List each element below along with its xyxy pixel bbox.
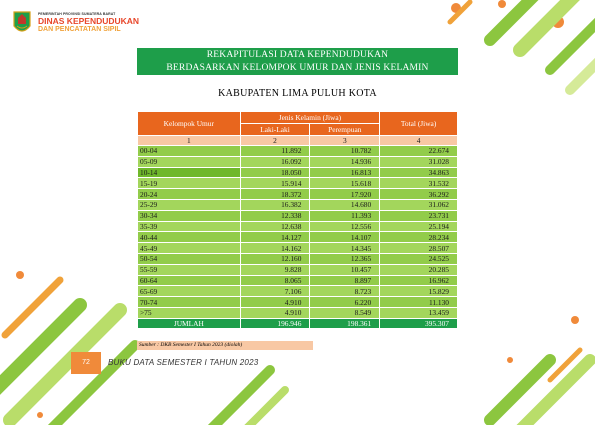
total-female: 198.361 [310,318,380,328]
male-cell: 11.892 [240,146,310,157]
header-age-group: Kelompok Umur [138,112,241,136]
table-row [138,146,458,157]
total-cell: 15.829 [380,286,458,297]
female-cell: 11.393 [310,210,380,221]
source-note: Sumber : DKB Semester I Tahun 2023 (diolah) [137,341,313,350]
total-cell: 23.731 [380,210,458,221]
male-cell: 14.127 [240,232,310,243]
age-cell: 25-29 [138,199,241,210]
table-row [138,199,458,210]
brand-line-3: DAN PENCATATAN SIPIL [38,26,121,33]
column-index: 3 [310,136,380,146]
female-cell: 14.680 [310,199,380,210]
female-cell: 14.107 [310,232,380,243]
agency-brand [38,12,139,34]
male-cell: 4.910 [240,297,310,308]
female-cell: 12.365 [310,253,380,264]
total-cell: 22.674 [380,146,458,157]
table-row [138,275,458,286]
female-cell: 15.618 [310,178,380,189]
table-row [138,243,458,254]
age-cell: 50-54 [138,253,241,264]
age-cell: 05-09 [138,156,241,167]
decorative-shapes-bottom-center [200,360,290,425]
table-row [138,286,458,297]
male-cell: 16.382 [240,199,310,210]
total-cell: 16.962 [380,275,458,286]
age-cell: 55-59 [138,264,241,275]
male-cell: 12.638 [240,221,310,232]
female-cell: 8.549 [310,307,380,318]
male-cell: 14.162 [240,243,310,254]
table-row [138,232,458,243]
total-cell: 31.028 [380,156,458,167]
header-male: Laki-Laki [240,124,310,136]
total-cell: 28.234 [380,232,458,243]
total-cell: 31.532 [380,178,458,189]
table-row [138,253,458,264]
male-cell: 15.914 [240,178,310,189]
female-cell: 17.920 [310,189,380,200]
age-cell: 45-49 [138,243,241,254]
header-female: Perempuan [310,124,380,136]
total-cell: 36.292 [380,189,458,200]
total-cell: 34.863 [380,167,458,178]
total-cell: 24.525 [380,253,458,264]
header-total: Total (Jiwa) [380,112,458,136]
report-title [137,48,458,75]
age-cell: 60-64 [138,275,241,286]
age-cell: >75 [138,307,241,318]
female-cell: 10.457 [310,264,380,275]
table-row [138,156,458,167]
population-table [137,111,458,329]
government-emblem-icon [12,10,32,36]
female-cell: 12.556 [310,221,380,232]
total-cell: 20.285 [380,264,458,275]
column-index: 2 [240,136,310,146]
male-cell: 4.910 [240,307,310,318]
region-subtitle: KABUPATEN LIMA PULUH KOTA [218,88,377,99]
report-title-line-1: REKAPITULASI DATA KEPENDUDUKAN [206,50,389,60]
total-row [138,318,458,328]
column-index-row [138,136,458,146]
total-cell: 28.507 [380,243,458,254]
male-cell: 18.050 [240,167,310,178]
table-row [138,264,458,275]
footer-title: BUKU DATA SEMESTER I TAHUN 2023 [108,358,259,367]
table-row [138,178,458,189]
male-cell: 16.092 [240,156,310,167]
table-row [138,210,458,221]
male-cell: 18.372 [240,189,310,200]
age-cell: 70-74 [138,297,241,308]
age-cell: 15-19 [138,178,241,189]
total-cell: 25.194 [380,221,458,232]
table-row [138,189,458,200]
header-sex: Jenis Kelamin (Jiwa) [240,112,380,124]
male-cell: 12.338 [240,210,310,221]
age-cell: 35-39 [138,221,241,232]
male-cell: 9.828 [240,264,310,275]
total-cell: 31.062 [380,199,458,210]
table-row [138,167,458,178]
decorative-shapes-bottom-left [0,245,140,425]
table-row [138,297,458,308]
female-cell: 14.936 [310,156,380,167]
female-cell: 16.813 [310,167,380,178]
female-cell: 6.220 [310,297,380,308]
total-cell: 13.459 [380,307,458,318]
age-cell: 65-69 [138,286,241,297]
age-cell: 20-24 [138,189,241,200]
table-row [138,221,458,232]
total-male: 196.946 [240,318,310,328]
brand-line-1: PEMERINTAH PROVINSI SUMATERA BARAT [38,12,116,16]
female-cell: 14.345 [310,243,380,254]
age-cell: 30-34 [138,210,241,221]
male-cell: 8.065 [240,275,310,286]
page-number: 72 [71,352,101,374]
female-cell: 8.897 [310,275,380,286]
decorative-shapes-bottom-right [480,300,595,425]
age-cell: 00-04 [138,146,241,157]
table-row [138,307,458,318]
column-index: 1 [138,136,241,146]
total-label: JUMLAH [138,318,241,328]
age-cell: 10-14 [138,167,241,178]
female-cell: 10.782 [310,146,380,157]
female-cell: 8.723 [310,286,380,297]
report-title-line-2: BERDASARKAN KELOMPOK UMUR DAN JENIS KELAMIN [166,62,429,73]
male-cell: 12.160 [240,253,310,264]
brand-line-2: DINAS KEPENDUDUKAN [38,16,140,26]
total-cell: 11.130 [380,297,458,308]
total-all: 395.307 [380,318,458,328]
column-index: 4 [380,136,458,146]
male-cell: 7.106 [240,286,310,297]
age-cell: 40-44 [138,232,241,243]
